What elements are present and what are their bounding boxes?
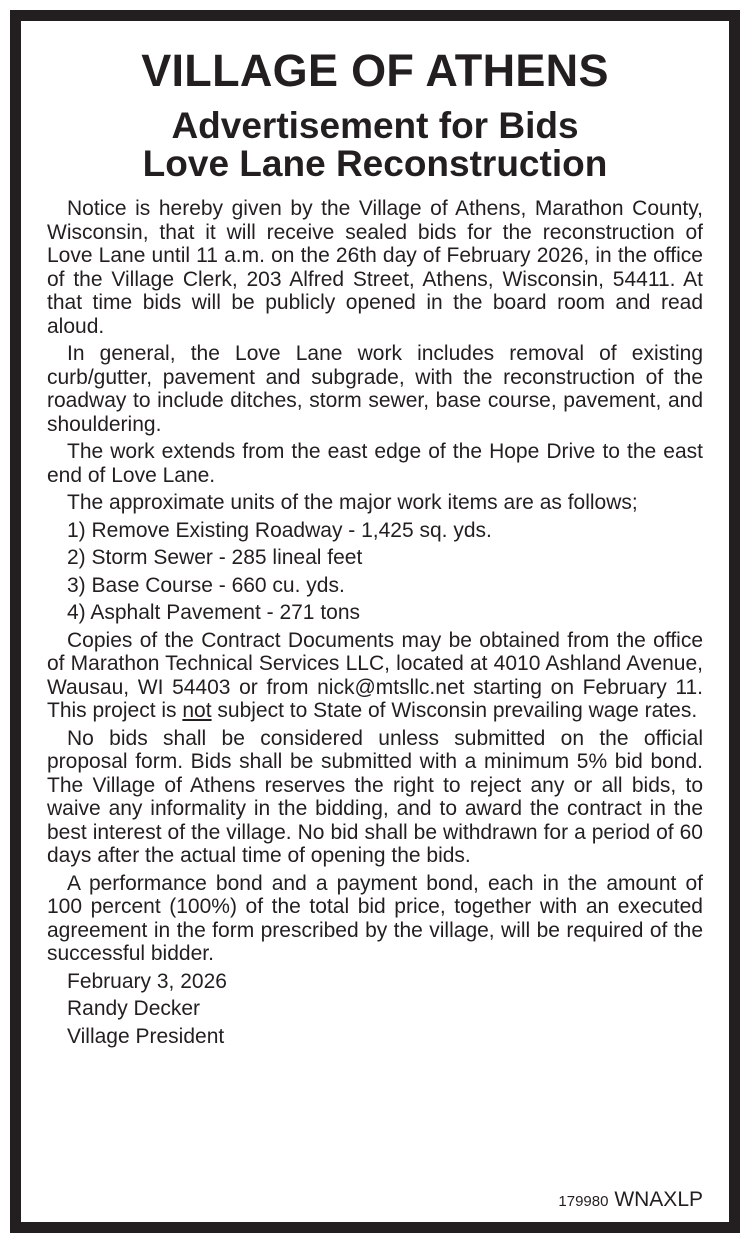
subtitle-line-2: Love Lane Reconstruction <box>142 143 608 184</box>
documents-text-end: subject to State of Wisconsin prevailing wage rates. <box>211 699 698 722</box>
signature-role: Village President <box>67 1024 225 1048</box>
work-item: 2) Storm Sewer - 285 lineal feet <box>67 546 363 569</box>
signature-name: Randy Decker <box>67 997 201 1020</box>
work-item: 1) Remove Existing Roadway - 1,425 sq. yds. <box>67 518 492 542</box>
paragraph-documents <box>47 629 703 723</box>
documents-text-start: Copies of the Contract Documents may be obtained from the office of Marathon Technical Services LLC, located at 4010 Ashland Avenue, Wausau, WI 54403 or from nick@mtsllc.net starting on February 11. This project is <box>47 628 703 722</box>
ad-code <box>558 1188 703 1214</box>
paragraph-bonds: A performance bond and a payment bond, each in the amount of 100 percent (100%) of the total bid price, together with an executed agreement in the form prescribed by the village, will be required of the successful bidder. <box>47 871 703 965</box>
notice-subtitle <box>47 107 703 183</box>
paragraph-bid-rules: No bids shall be considered unless submitted on the official proposal form. Bids shall be submitted with a minimum 5% bid bond. The Village of Athens reserves the right to reject any or all bids, to waive any informality in the bidding, and to award the contract in the best interest of the village. No bid shall be withdrawn for a period of 60 days after the actual time of opening the bids. <box>47 726 703 867</box>
underlined-not: not <box>182 699 212 722</box>
paragraph-extent: The work extends from the east edge of the Hope Drive to the east end of Love Lane. <box>47 440 703 487</box>
paragraph-units-intro: The approximate units of the major work items are as follows; <box>67 491 638 514</box>
work-item: 4) Asphalt Pavement - 271 tons <box>67 601 361 624</box>
paragraph-notice: Notice is hereby given by the Village of Athens, Marathon County, Wisconsin, that it will receive sealed bids for the reconstruction of Love Lane until 11 a.m. on the 26th day of February 2026, in the office of the Village Clerk, 203 Alfred Street, Athens, Wisconsin, 54411. At that time bids will be publicly opened in the board room and read aloud. <box>47 197 703 338</box>
ad-number: 179980 <box>558 1193 609 1210</box>
notice-content <box>47 31 703 1222</box>
signature-date: February 3, 2026 <box>67 969 227 993</box>
work-item: 3) Base Course - 660 cu. yds. <box>67 573 345 597</box>
legal-notice <box>10 10 740 1233</box>
subtitle-line-1: Advertisement for Bids <box>171 105 579 146</box>
publication-code: WNAXLP <box>614 1188 703 1211</box>
notice-title: VILLAGE OF ATHENS <box>141 45 609 96</box>
paragraph-scope: In general, the Love Lane work includes removal of existing curb/gutter, pavement and subgrade, with the reconstruction of the roadway to include ditches, storm sewer, base course, pavement, and shouldering. <box>47 342 703 436</box>
